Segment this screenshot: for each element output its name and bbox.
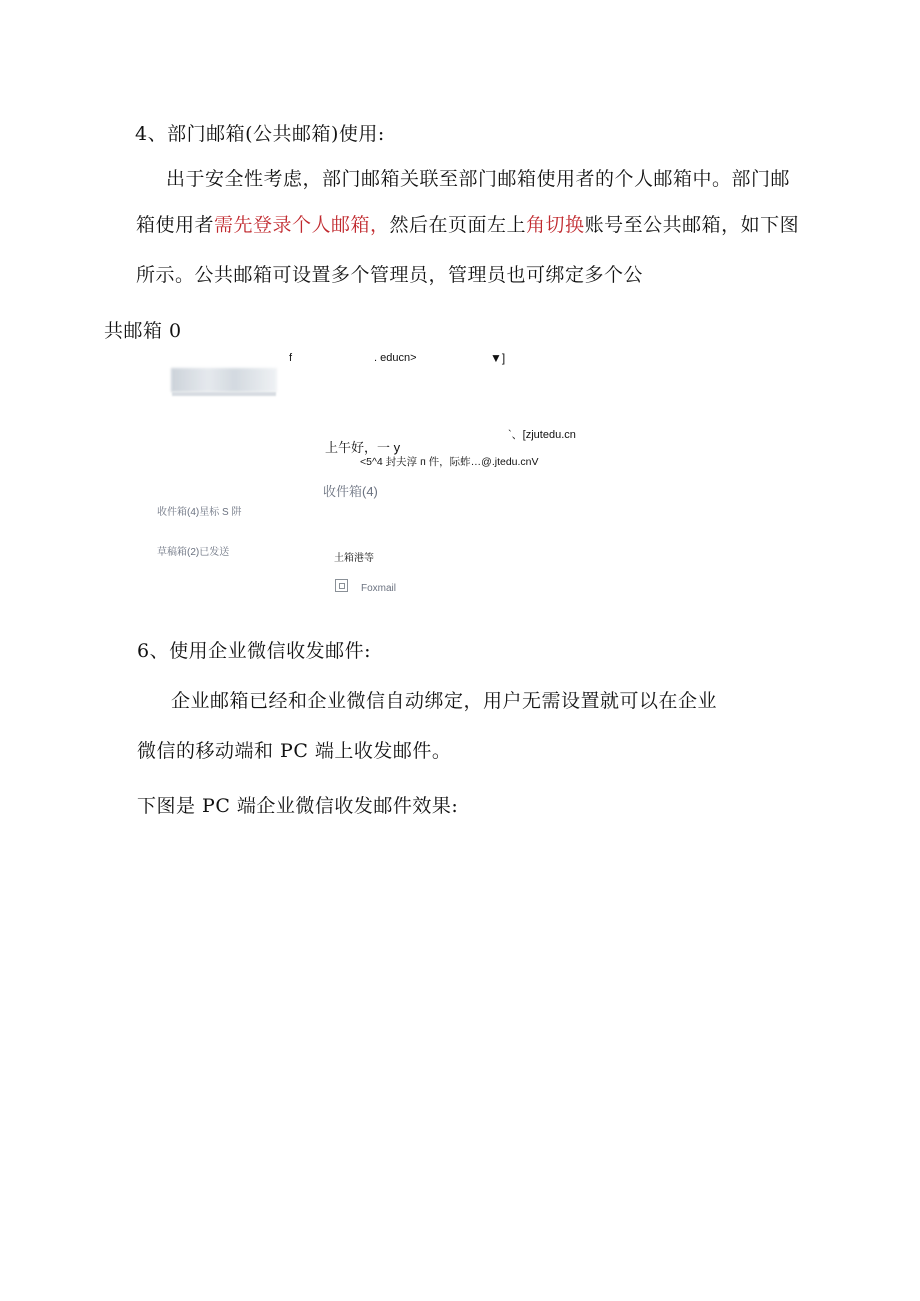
- mail-summary: <5^4 封夫淳 ᴨ 件，际蚱…@.jtedu.cnV: [360, 456, 539, 468]
- section6-paragraph-line1: 企业邮箱已经和企业微信自动绑定，用户无需设置就可以在企业: [171, 690, 718, 712]
- section6-heading: 6、使用企业微信收发邮件:: [137, 640, 371, 662]
- section6-paragraph-line3: 下图是 PC 端企业微信收发邮件效果:: [137, 795, 459, 817]
- blurred-logo-caption: [172, 392, 276, 396]
- text-run: 箱使用者: [136, 214, 215, 236]
- sidebar-folders-1[interactable]: 收件箱(4)星标 S 阱: [157, 507, 242, 518]
- blurred-logo-image: [171, 368, 277, 392]
- text-run: 账号至公共邮箱，如下图: [584, 214, 800, 236]
- section4-paragraph-line2: [136, 214, 799, 237]
- inbox-title[interactable]: 收件箱(4): [323, 484, 378, 499]
- greeting-text: 上午好，一 y: [325, 440, 401, 455]
- account-prefix: f: [289, 352, 293, 364]
- account-switcher[interactable]: . educn>: [374, 352, 417, 364]
- foxmail-label[interactable]: Foxmail: [361, 583, 397, 594]
- section4-heading: 4、部门邮箱(公共邮箱)使用:: [135, 123, 385, 145]
- highlight-login-first: 需先登录个人邮箱，: [214, 214, 390, 236]
- highlight-switch: 角切换: [526, 214, 585, 236]
- section4-paragraph-line4: 共邮箱 0: [104, 320, 182, 342]
- foxmail-square-icon: [335, 579, 348, 592]
- account-dropdown-icon[interactable]: ▼]: [490, 351, 506, 365]
- sidebar-folders-2[interactable]: 草稿箱(2)已发送: [157, 547, 230, 558]
- section4-paragraph-line3: 所示。公共邮箱可设置多个管理员，管理员也可绑定多个公: [136, 264, 644, 286]
- text-run: 然后在页面左上: [389, 214, 527, 236]
- section4-paragraph-line1: 出于安全性考虑，部门邮箱关联至部门邮箱使用者的个人邮箱中。部门邮: [166, 168, 791, 190]
- top-right-account: `、[zjutedu.cn: [508, 429, 576, 441]
- folder-label: 土箱港等: [334, 553, 374, 564]
- section6-paragraph-line2: 微信的移动端和 PC 端上收发邮件。: [137, 740, 452, 762]
